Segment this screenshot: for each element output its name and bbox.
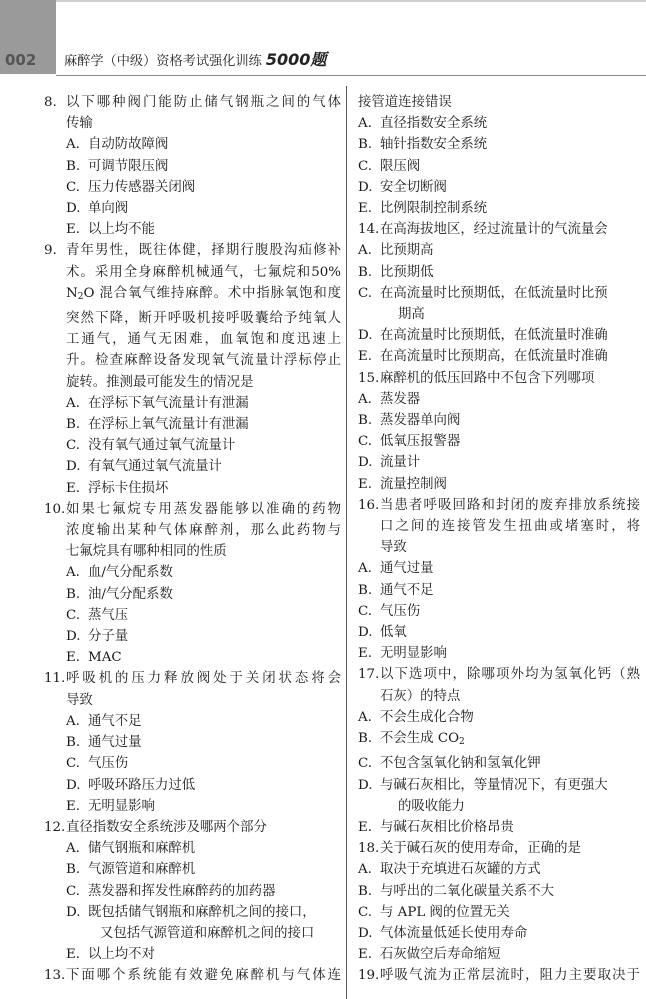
option: E. 石灰做空后寿命缩短 <box>358 947 501 963</box>
option: B. 通气不足 <box>358 582 434 598</box>
question-11 <box>44 668 341 816</box>
question-14 <box>358 219 640 367</box>
question-stem: 术。采用全身麻醉机械通气，七氟烷和50% <box>66 264 341 280</box>
question-18 <box>358 838 640 965</box>
question-number: 12. <box>44 819 66 835</box>
option: A. 通气不足 <box>66 713 142 729</box>
question-number: 14. <box>358 222 380 238</box>
option: C. 不包含氢氧化钠和氢氧化钾 <box>358 756 541 772</box>
right-column <box>358 92 640 987</box>
option: B. 在浮标上氧气流量计有泄漏 <box>66 417 249 433</box>
option: 又包括气源管道和麻醉机之间的接口 <box>100 925 315 941</box>
column-divider <box>346 86 347 999</box>
question-number: 16. <box>358 497 380 513</box>
option: C. 蒸气压 <box>66 607 129 623</box>
question-8 <box>44 92 341 240</box>
option: C. 与 APL 阀的位置无关 <box>358 904 510 920</box>
question-13 <box>44 965 341 986</box>
question-stem: 突然下降，断开呼吸机接呼吸囊给予纯氧人 <box>66 311 341 327</box>
option: E. 流量控制阀 <box>358 476 447 492</box>
option: C. 压力传感器关闭阀 <box>66 179 196 195</box>
option: E. 在高流量时比预期高，在低流量时准确 <box>358 349 608 365</box>
question-stem: 旋转。推测最可能发生的情况是 <box>66 374 254 390</box>
question-stem: 导致 <box>66 692 93 708</box>
option: C. 气压伤 <box>66 756 129 772</box>
question-stem: $N_2O$ 混合氧气维持麻醉。术中指脉氧饱和度 <box>66 285 341 302</box>
option: D. 既包括储气钢瓶和麻醉机之间的接口， <box>66 904 316 920</box>
option: C. 在高流量时比预期低，在低流量时比预 <box>358 285 608 301</box>
question-stem: 19. 呼吸气流为正常层流时，阻力主要取决于 <box>358 965 640 986</box>
option: D. 与碱石灰相比，等量情况下，有更强大 <box>358 777 608 793</box>
question-stem: 8. 以下哪种阀门能防止储气钢瓶之间的气体 <box>44 92 341 113</box>
option: B. 不会生成 $CO_2$ <box>358 731 465 748</box>
option: D. 气体流量低延长使用寿命 <box>358 925 528 941</box>
option: B. 蒸发器单向阀 <box>358 413 461 429</box>
question-number: 9. <box>44 243 57 259</box>
option: E. 比例限制控制系统 <box>358 201 488 217</box>
question-stem: 工通气，通气无困难，血氧饱和度迅速上 <box>66 332 341 348</box>
question-number: 8. <box>44 95 57 110</box>
header-rule <box>56 75 646 76</box>
question-stem: 18. 关于碱石灰的使用寿命，正确的是 <box>358 838 640 859</box>
option: A. 通气过量 <box>358 561 434 577</box>
option: A. 自动防故障阀 <box>66 137 169 153</box>
question-9 <box>44 240 341 498</box>
question-stem: 10. 如果七氟烷专用蒸发器能够以准确的药物 <box>44 499 341 520</box>
page-number: 002 <box>5 51 37 69</box>
question-number: 11. <box>44 671 66 687</box>
option: A. 蒸发器 <box>358 391 421 407</box>
option: D. 呼吸环路压力过低 <box>66 777 196 793</box>
option: A. 比预期高 <box>358 243 434 259</box>
question-number: 18. <box>358 841 380 857</box>
option: A. 不会生成化合物 <box>358 709 474 725</box>
question-number: 19. <box>358 968 380 984</box>
question-stem: 接管道连接错误 <box>358 95 452 110</box>
option: E. MAC <box>66 650 122 666</box>
option: A. 血/气分配系数 <box>66 565 173 581</box>
question-stem: 11. 呼吸机的压力释放阀处于关闭状态将会 <box>44 668 341 689</box>
option: E. 与碱石灰相比价格昂贵 <box>358 819 514 835</box>
option: E. 以上均不能 <box>66 222 155 238</box>
option: A. 直径指数安全系统 <box>358 116 488 132</box>
option: A. 储气钢瓶和麻醉机 <box>66 841 196 857</box>
question-19 <box>358 965 640 986</box>
question-stem: 14. 在高海拔地区，经过流量计的气流量会 <box>358 219 640 240</box>
option: D. 分子量 <box>66 629 129 645</box>
option: E. 无明显影响 <box>358 646 447 662</box>
question-stem: 七氟烷具有哪种相同的性质 <box>66 544 227 560</box>
question-stem: 9. 青年男性，既往体健，择期行腹股沟疝修补 <box>44 240 341 261</box>
question-15 <box>358 368 640 495</box>
left-column <box>44 92 341 987</box>
question-16 <box>358 495 640 665</box>
book-title-num: 5000题 <box>265 50 327 69</box>
question-stem: 口之间的连接管发生扭曲或堵塞时，将 <box>380 519 640 535</box>
option: D. 有氧气通过氧气流量计 <box>66 459 222 475</box>
option: C. 低氧压报警器 <box>358 434 461 450</box>
option: B. 油/气分配系数 <box>66 586 173 602</box>
option: E. 无明显影响 <box>66 798 155 814</box>
option: C. 没有氧气通过氧气流量计 <box>66 438 236 454</box>
option: 的吸收能力 <box>398 798 465 814</box>
book-title <box>64 47 326 73</box>
question-13-continued <box>358 92 640 219</box>
question-number: 15. <box>358 370 380 386</box>
page-header <box>0 47 646 73</box>
option: B. 气源管道和麻醉机 <box>66 862 196 878</box>
question-number: 17. <box>358 667 380 683</box>
question-12 <box>44 817 341 965</box>
question-stem: 17. 以下选项中，除哪项外均为氢氧化钙（熟 <box>358 664 640 685</box>
question-stem: 升。检查麻醉设备发现氧气流量计浮标停止 <box>66 353 341 369</box>
option: B. 可调节限压阀 <box>66 158 169 174</box>
option: C. 蒸发器和挥发性麻醉药的加药器 <box>66 883 276 899</box>
top-rule <box>56 0 646 2</box>
question-17 <box>358 664 640 838</box>
question-stem: 石灰）的特点 <box>380 688 461 704</box>
option: 期高 <box>398 307 425 323</box>
option: D. 流量计 <box>358 455 421 471</box>
option: B. 通气过量 <box>66 735 142 751</box>
option: C. 气压伤 <box>358 603 421 619</box>
question-stem: 15. 麻醉机的低压回路中不包含下列哪项 <box>358 368 640 389</box>
option: A. 在浮标下氧气流量计有泄漏 <box>66 395 249 411</box>
option: D. 安全切断阀 <box>358 179 447 195</box>
option: B. 与呼出的二氧化碳量关系不大 <box>358 883 555 899</box>
option: A. 取决于充填进石灰罐的方式 <box>358 862 541 878</box>
question-stem: 13. 下面哪个系统能有效避免麻醉机与气体连 <box>44 965 341 986</box>
option: E. 浮标卡住损坏 <box>66 480 169 496</box>
option: D. 低氧 <box>358 625 407 641</box>
question-stem: 导致 <box>380 540 407 556</box>
question-number: 13. <box>44 968 66 984</box>
option: B. 比预期低 <box>358 264 434 280</box>
option: E. 以上均不对 <box>66 947 155 963</box>
question-stem: 16. 当患者呼吸回路和封闭的废弃排放系统接 <box>358 495 640 516</box>
option: D. 在高流量时比预期低，在低流量时准确 <box>358 328 608 344</box>
option: D. 单向阀 <box>66 201 129 217</box>
question-10 <box>44 499 341 669</box>
question-stem: 传输 <box>66 116 93 132</box>
question-stem: 浓度输出某种气体麻醉剂，那么此药物与 <box>66 523 341 539</box>
question-stem: 12. 直径指数安全系统涉及哪两个部分 <box>44 817 341 838</box>
option: C. 限压阀 <box>358 158 421 174</box>
book-title-text: 麻醉学（中级）资格考试强化训练 <box>64 54 262 69</box>
option: B. 轴针指数安全系统 <box>358 137 488 153</box>
question-number: 10. <box>44 501 66 517</box>
